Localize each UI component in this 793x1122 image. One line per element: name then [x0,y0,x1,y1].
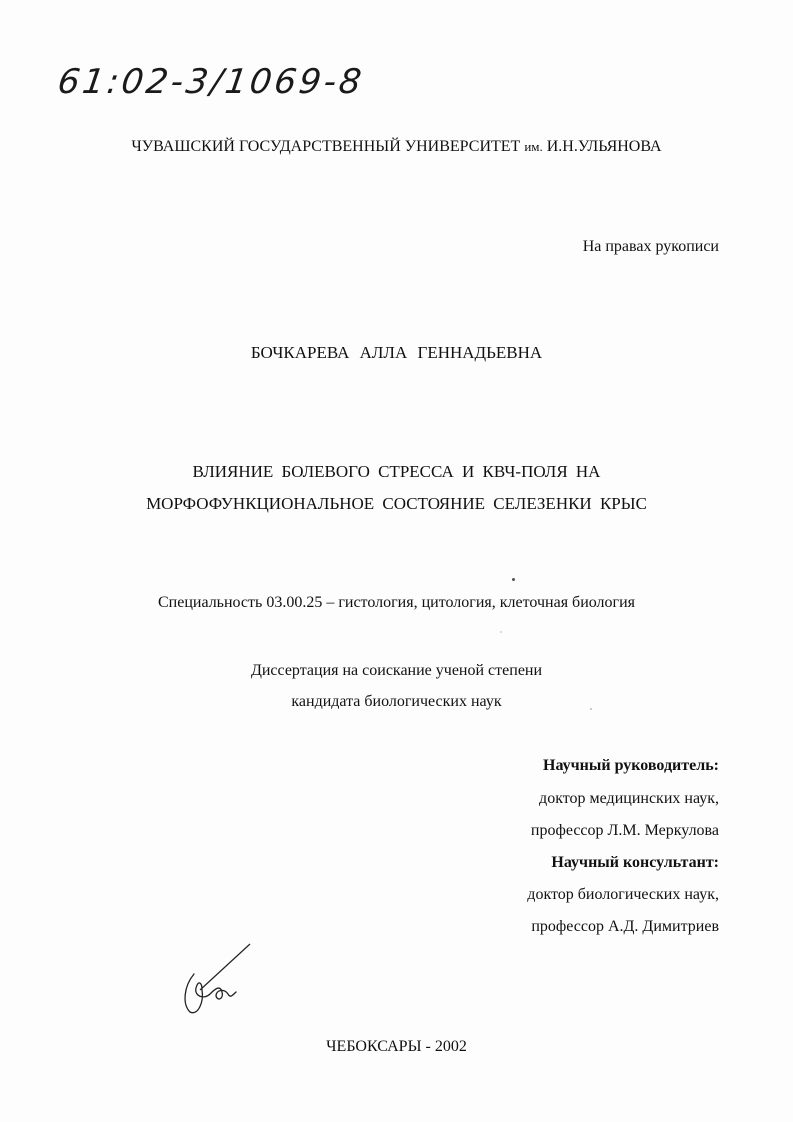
supervisor-name: профессор Л.М. Меркулова [530,822,719,839]
scan-speck [500,631,502,633]
dissertation-line-2: кандидата биологических наук [291,693,502,710]
scan-speck [590,708,592,710]
scan-speck [512,578,515,581]
author-name: БОЧКАРЕВА АЛЛА ГЕННАДЬЕВНА [250,343,543,362]
dissertation-line-1: Диссертация на соискание ученой степени [250,662,543,679]
supervisor-heading: Научный руководитель: [543,757,719,774]
handwritten-signature [180,940,260,1020]
supervisor-degree: доктор медицинских наук, [539,790,719,807]
city-year: ЧЕБОКСАРЫ - 2002 [326,1038,467,1055]
university-name: ЧУВАШСКИЙ ГОСУДАРСТВЕННЫЙ УНИВЕРСИТЕТ [131,138,521,155]
specialty-line: Специальность 03.00.25 – гистология, цитология, клеточная биология [157,594,636,611]
consultant-name: профессор А.Д. Димитриев [531,918,719,935]
university-header [0,138,793,156]
archive-code: 61:02-3/1069-8 [55,62,367,102]
consultant-heading: Научный консультант: [551,854,719,871]
university-named-after: И.Н.УЛЬЯНОВА [546,138,662,155]
thesis-title-line-1: ВЛИЯНИЕ БОЛЕВОГО СТРЕССА И КВЧ-ПОЛЯ НА [192,462,601,481]
thesis-title-line-2: МОРФОФУНКЦИОНАЛЬНОЕ СОСТОЯНИЕ СЕЛЕЗЕНКИ КРЫС [146,494,647,513]
consultant-degree: доктор биологических наук, [527,886,719,903]
manuscript-rights: На правах рукописи [582,238,719,255]
university-abbr: им. [524,139,543,154]
